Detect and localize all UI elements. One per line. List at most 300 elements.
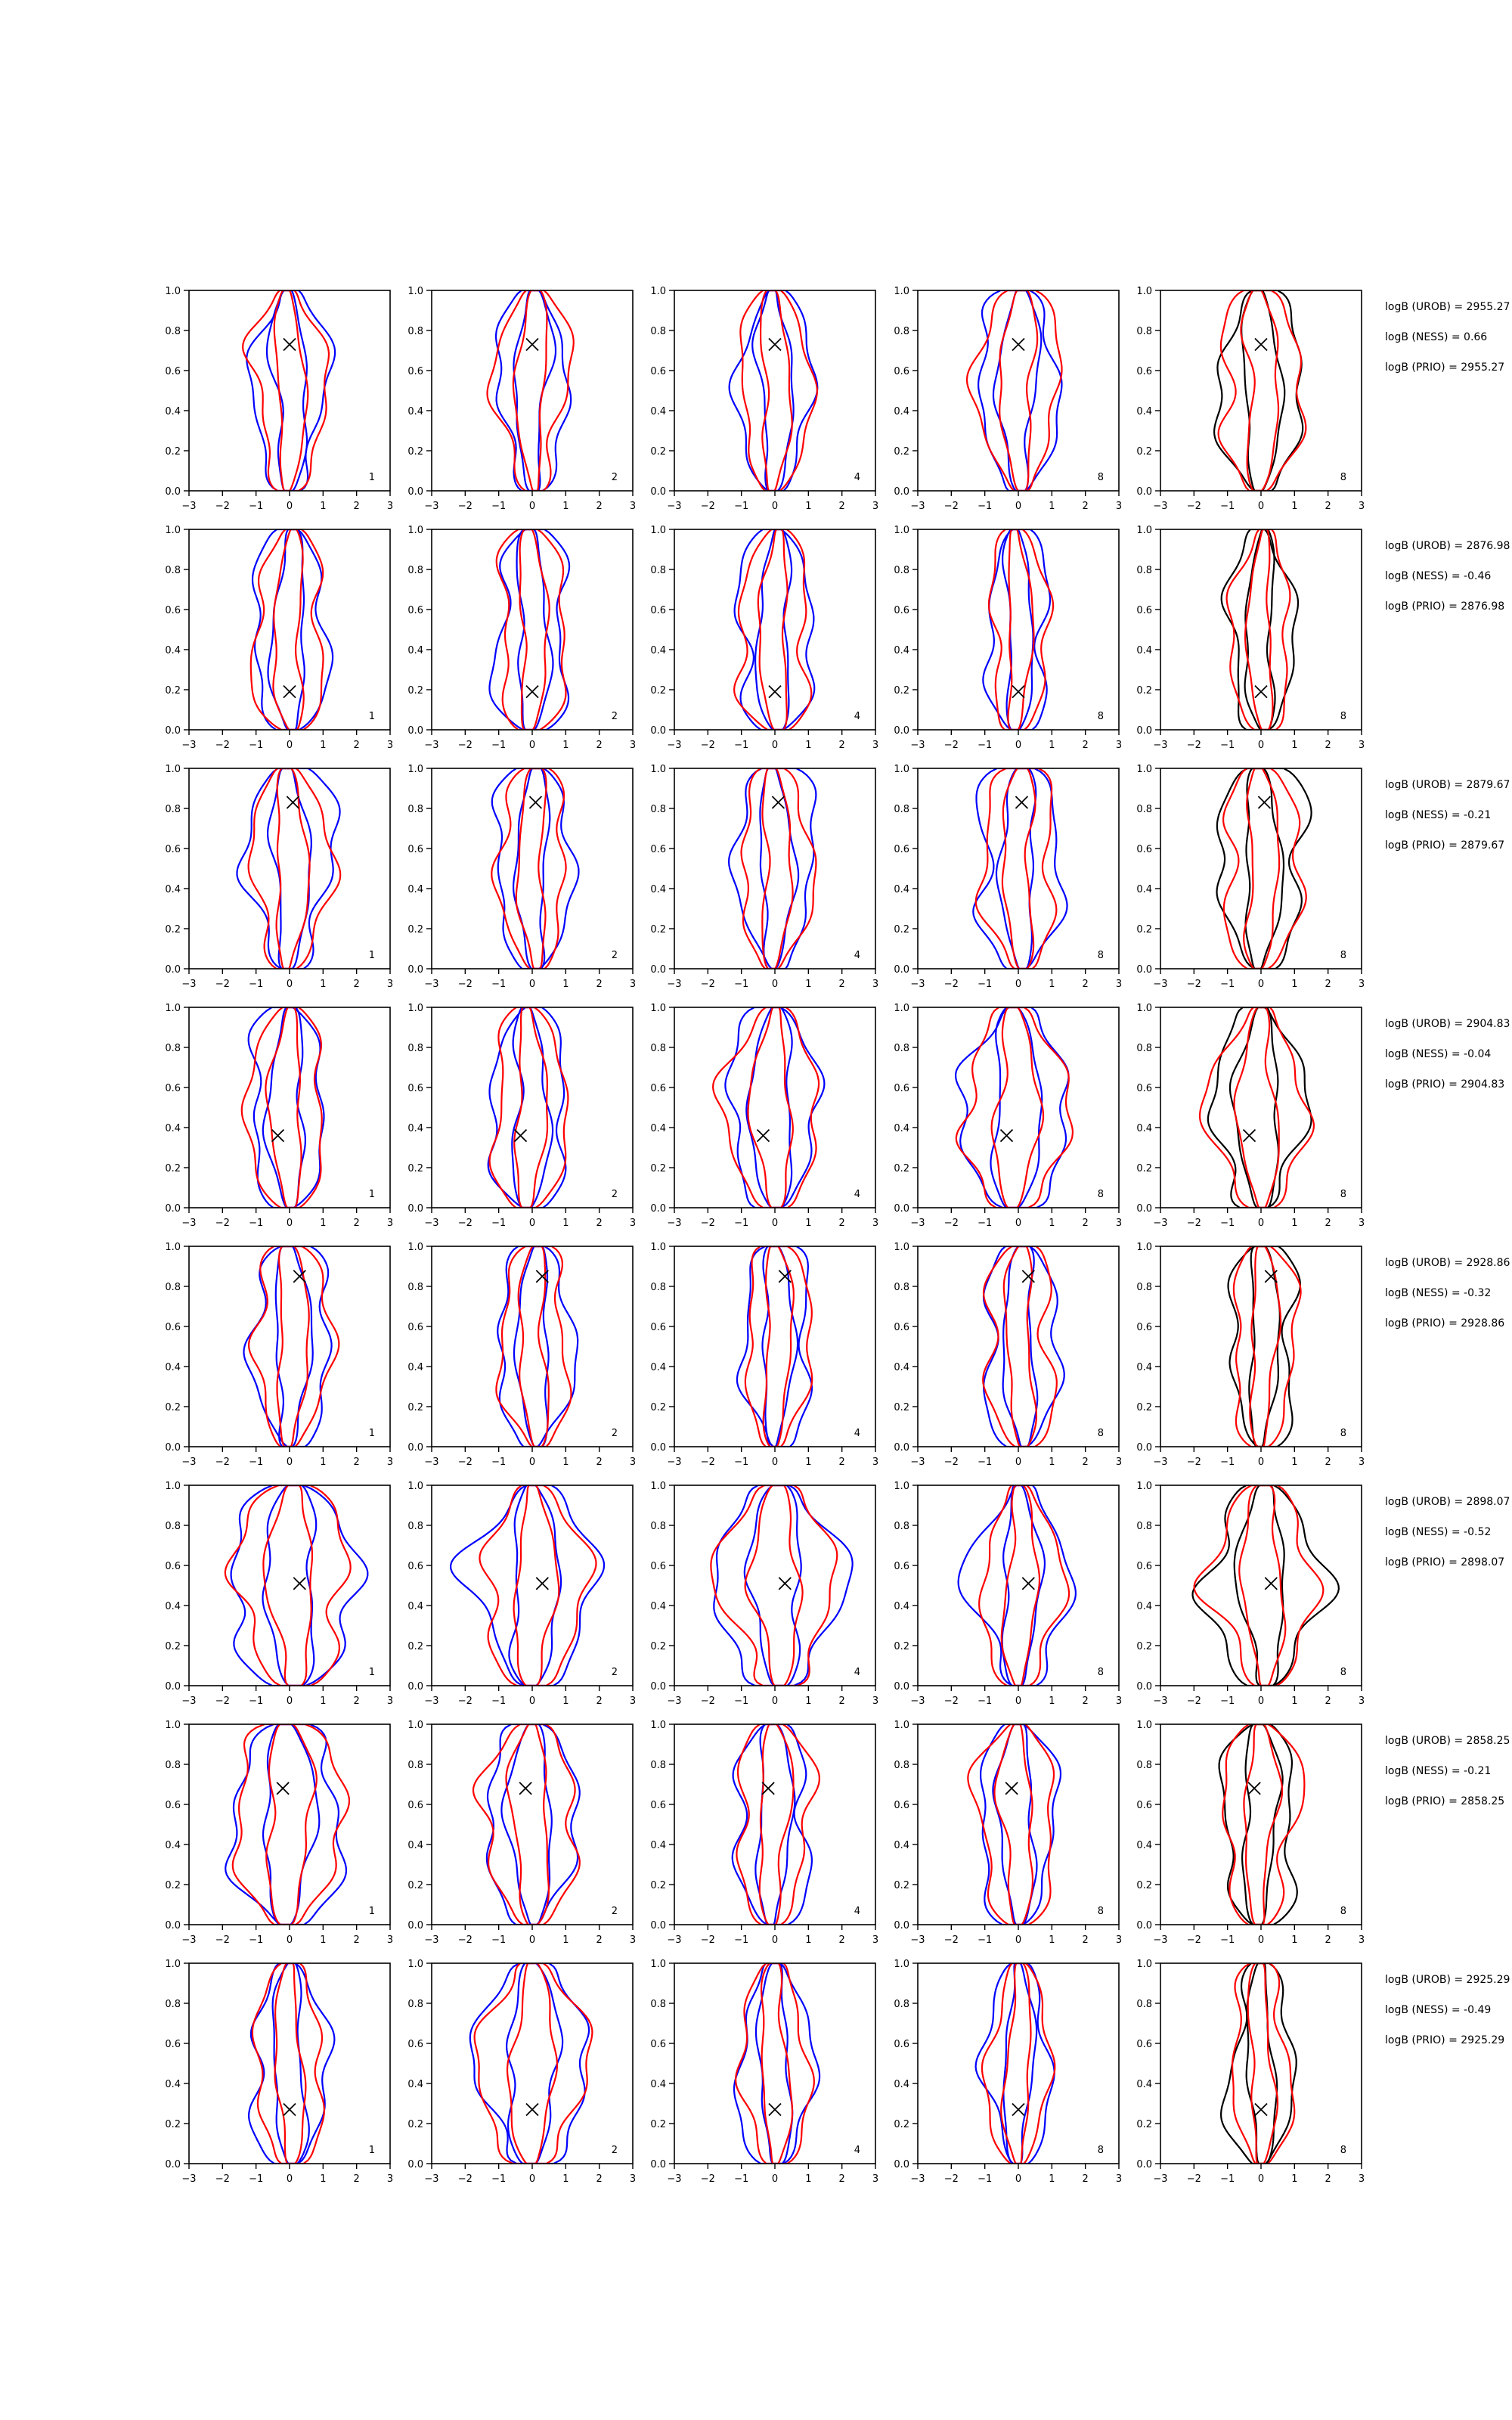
true-value-marker — [526, 686, 538, 698]
estimate-inner-contour — [507, 1724, 549, 1925]
y-tick-label: 0.6 — [165, 1561, 181, 1572]
estimate-outer-contour — [243, 290, 329, 491]
y-tick-label: 0.8 — [1136, 1999, 1152, 2010]
reference-outer-contour — [231, 1485, 368, 1686]
y-tick-label: 0.6 — [650, 605, 666, 616]
y-tick-label: 0.2 — [650, 1163, 666, 1174]
y-tick-label: 0.4 — [165, 1123, 181, 1134]
contours — [976, 1963, 1055, 2164]
y-tick-label: 0.0 — [1136, 964, 1152, 976]
estimate-inner-contour — [263, 1485, 312, 1686]
y-tick-label: 1.0 — [894, 1481, 909, 1492]
x-tick-label: −1 — [978, 1934, 993, 1946]
contours — [983, 529, 1053, 730]
contours — [967, 290, 1062, 491]
y-tick-label: 0.0 — [894, 1442, 909, 1454]
axes-frame — [674, 1485, 875, 1686]
x-tick-label: −3 — [181, 1218, 197, 1229]
y-tick-label: 1.0 — [407, 1481, 423, 1492]
x-tick-label: −1 — [1220, 501, 1235, 512]
x-tick-label: −1 — [491, 979, 507, 990]
estimate-outer-contour — [479, 1485, 596, 1686]
y-tick-label: 0.4 — [650, 1123, 666, 1134]
x-tick-label: −3 — [424, 1457, 439, 1468]
y-tick-label: 0.8 — [894, 565, 909, 576]
y-tick-label: 0.6 — [1136, 605, 1152, 616]
contours — [490, 529, 570, 730]
y-tick-label: 0.0 — [165, 1681, 181, 1692]
true-value-marker — [284, 686, 296, 698]
x-tick-label: 2 — [838, 2173, 845, 2185]
y-tick-label: 0.6 — [650, 1800, 666, 1811]
x-tick-label: 3 — [872, 740, 879, 751]
y-tick-label: 0.6 — [1136, 1083, 1152, 1094]
y-tick-label: 0.2 — [407, 1163, 423, 1174]
y-tick-label: 1.0 — [165, 1003, 181, 1014]
y-tick-label: 0.0 — [894, 1681, 909, 1692]
x-tick-label: −2 — [457, 1457, 472, 1468]
x-tick-label: 1 — [320, 979, 327, 990]
x-tick-label: 2 — [1082, 1696, 1089, 1707]
x-tick-label: 3 — [1115, 501, 1123, 512]
x-tick-label: 1 — [562, 740, 569, 751]
x-tick-label: −1 — [734, 979, 749, 990]
subplot-r1-c2 — [407, 286, 636, 512]
x-tick-label: −2 — [1186, 2173, 1201, 2185]
y-tick-label: 1.0 — [1136, 525, 1152, 536]
x-tick-label: 2 — [1082, 740, 1089, 751]
x-tick-label: −1 — [491, 1696, 507, 1707]
y-tick-label: 0.2 — [407, 2119, 423, 2130]
y-tick-label: 0.8 — [407, 1043, 423, 1054]
logb-annotation: logB (PRIO) = 2858.25 — [1385, 1795, 1505, 1807]
y-tick-label: 1.0 — [407, 1959, 423, 1970]
x-tick-label: 1 — [320, 1218, 327, 1229]
y-tick-label: 1.0 — [165, 1959, 181, 1970]
reference-inner-contour — [1003, 1963, 1036, 2164]
x-tick-label: 0 — [1257, 2173, 1265, 2185]
reference-outer-contour — [1208, 1007, 1312, 1208]
y-tick-label: 0.4 — [894, 406, 909, 417]
x-tick-label: 1 — [320, 2173, 327, 2185]
panel-label: 8 — [1340, 1189, 1346, 1200]
logb-annotation: logB (NESS) = -0.21 — [1385, 1765, 1492, 1777]
y-tick-label: 0.0 — [407, 1920, 423, 1931]
subplot-r1-c1 — [165, 286, 393, 512]
x-tick-label: −3 — [424, 979, 439, 990]
panel-label: 8 — [1340, 2145, 1346, 2156]
x-tick-label: −3 — [667, 1457, 682, 1468]
true-value-marker — [1243, 1130, 1255, 1142]
y-tick-label: 0.4 — [1136, 1840, 1152, 1851]
y-tick-label: 1.0 — [407, 1003, 423, 1014]
y-tick-label: 0.4 — [650, 1840, 666, 1851]
logb-annotation: logB (UROB) = 2858.25 — [1385, 1735, 1510, 1747]
x-tick-label: 2 — [596, 1934, 603, 1946]
y-tick-label: 0.8 — [165, 1043, 181, 1054]
reference-inner-contour — [263, 1485, 317, 1686]
x-tick-label: 3 — [629, 740, 637, 751]
x-tick-label: −1 — [1220, 2173, 1235, 2185]
contours — [1193, 1485, 1339, 1686]
x-tick-label: −2 — [943, 1457, 959, 1468]
y-tick-label: 0.4 — [1136, 1123, 1152, 1134]
y-tick-label: 0.4 — [407, 1840, 423, 1851]
axes-frame — [1160, 1963, 1362, 2164]
x-tick-label: 0 — [771, 1934, 779, 1946]
x-tick-label: −3 — [1153, 1934, 1168, 1946]
x-tick-label: −1 — [978, 2173, 993, 2185]
y-tick-label: 0.4 — [894, 1123, 909, 1134]
x-tick-label: 1 — [1291, 979, 1298, 990]
true-value-marker — [1012, 2103, 1024, 2115]
subplot-r4-c5 — [1136, 1003, 1365, 1229]
axes-frame — [918, 1246, 1119, 1447]
reference-inner-contour — [1246, 768, 1284, 969]
subplot-r5-c5 — [1136, 1242, 1365, 1468]
contours — [729, 768, 816, 969]
x-tick-label: 3 — [872, 1934, 879, 1946]
x-tick-label: −2 — [700, 740, 715, 751]
x-tick-label: 3 — [1358, 979, 1365, 990]
y-tick-label: 0.6 — [1136, 1561, 1152, 1572]
x-tick-label: −2 — [457, 1696, 472, 1707]
panel-label: 8 — [1097, 1906, 1104, 1917]
y-tick-label: 0.6 — [1136, 1800, 1152, 1811]
x-tick-label: 1 — [1049, 2173, 1055, 2185]
panel-label: 1 — [368, 711, 375, 722]
y-tick-label: 0.2 — [407, 1641, 423, 1652]
y-tick-label: 0.6 — [165, 844, 181, 855]
y-tick-label: 0.6 — [407, 2039, 423, 2050]
axes-frame — [918, 1724, 1119, 1925]
axes-frame — [674, 290, 875, 491]
x-tick-label: −3 — [667, 1696, 682, 1707]
y-tick-label: 0.4 — [650, 884, 666, 895]
x-tick-label: 3 — [1115, 1934, 1123, 1946]
y-tick-label: 0.0 — [407, 725, 423, 737]
y-tick-label: 0.8 — [407, 1999, 423, 2010]
subplot-r8-c5 — [1136, 1959, 1365, 2185]
y-tick-label: 0.6 — [407, 1083, 423, 1094]
x-tick-label: −1 — [491, 1457, 507, 1468]
axes-frame — [432, 1007, 633, 1208]
x-tick-label: 3 — [1115, 1696, 1123, 1707]
y-tick-label: 0.8 — [894, 804, 909, 815]
axes-frame — [189, 529, 390, 730]
x-tick-label: −3 — [667, 740, 682, 751]
y-tick-label: 0.0 — [650, 1203, 666, 1215]
y-tick-label: 0.8 — [894, 1760, 909, 1771]
y-tick-label: 0.4 — [165, 1601, 181, 1612]
y-tick-label: 0.4 — [1136, 645, 1152, 656]
x-tick-label: 3 — [386, 740, 394, 751]
x-tick-label: −2 — [457, 1934, 472, 1946]
y-tick-label: 0.4 — [894, 645, 909, 656]
y-tick-label: 0.2 — [650, 1880, 666, 1891]
panel-label: 8 — [1340, 1428, 1346, 1439]
x-tick-label: 2 — [596, 2173, 603, 2185]
x-tick-label: 3 — [872, 1457, 879, 1468]
y-tick-label: 0.8 — [650, 565, 666, 576]
axes-frame — [189, 1485, 390, 1686]
x-tick-label: 1 — [1291, 1934, 1298, 1946]
x-tick-label: −2 — [700, 2173, 715, 2185]
x-tick-label: −2 — [700, 1696, 715, 1707]
x-tick-label: 3 — [386, 501, 394, 512]
contours — [1221, 1963, 1297, 2164]
panel-label: 2 — [611, 711, 618, 722]
axes-frame — [918, 1007, 1119, 1208]
x-tick-label: 3 — [872, 1218, 879, 1229]
axes-frame — [918, 290, 1119, 491]
y-tick-label: 0.8 — [165, 1999, 181, 2010]
x-tick-label: −2 — [215, 2173, 230, 2185]
contours — [973, 768, 1067, 969]
x-tick-label: −2 — [943, 1696, 959, 1707]
axes-frame — [432, 529, 633, 730]
y-tick-label: 1.0 — [650, 1959, 666, 1970]
subplot-r7-c1 — [165, 1720, 393, 1946]
true-value-marker — [287, 796, 299, 808]
y-tick-label: 0.2 — [407, 1402, 423, 1413]
y-tick-label: 0.0 — [1136, 725, 1152, 737]
x-tick-label: 3 — [386, 1934, 394, 1946]
panel-label: 8 — [1340, 1667, 1346, 1678]
x-tick-label: 1 — [562, 1457, 569, 1468]
reference-outer-contour — [729, 768, 816, 969]
y-tick-label: 1.0 — [1136, 1481, 1152, 1492]
x-tick-label: −1 — [1220, 1934, 1235, 1946]
subplot-r3-c2 — [407, 764, 636, 990]
y-tick-label: 0.0 — [894, 486, 909, 498]
estimate-outer-contour — [1223, 768, 1306, 969]
estimate-outer-contour — [736, 1963, 814, 2164]
y-tick-label: 1.0 — [894, 286, 909, 297]
reference-outer-contour — [225, 1724, 346, 1925]
y-tick-label: 1.0 — [894, 764, 909, 775]
y-tick-label: 0.2 — [165, 1880, 181, 1891]
y-tick-label: 0.8 — [1136, 326, 1152, 337]
y-tick-label: 0.8 — [894, 1282, 909, 1293]
x-tick-label: 3 — [386, 979, 394, 990]
x-tick-label: 2 — [353, 740, 360, 751]
x-tick-label: −1 — [1220, 979, 1235, 990]
panel-label: 4 — [854, 711, 860, 722]
x-tick-label: 0 — [1257, 1934, 1265, 1946]
x-tick-label: 0 — [1015, 1934, 1022, 1946]
y-tick-label: 0.0 — [165, 964, 181, 976]
contours — [488, 1007, 569, 1208]
reference-outer-contour — [733, 1724, 812, 1925]
x-tick-label: 1 — [562, 1934, 569, 1946]
y-tick-label: 0.6 — [1136, 1322, 1152, 1333]
x-tick-label: −3 — [667, 979, 682, 990]
logb-annotation: logB (PRIO) = 2904.83 — [1385, 1078, 1505, 1091]
true-value-marker — [772, 796, 784, 808]
panel-label: 2 — [611, 472, 618, 483]
contours — [968, 1724, 1061, 1925]
y-tick-label: 0.2 — [1136, 685, 1152, 697]
x-tick-label: −3 — [910, 1218, 925, 1229]
y-tick-label: 0.0 — [1136, 1920, 1152, 1931]
x-tick-label: 2 — [1082, 501, 1089, 512]
x-tick-label: 1 — [1049, 501, 1055, 512]
y-tick-label: 0.4 — [1136, 1601, 1152, 1612]
reference-inner-contour — [514, 1246, 549, 1447]
panel-label: 2 — [611, 1428, 618, 1439]
y-tick-label: 0.0 — [1136, 1442, 1152, 1454]
y-tick-label: 0.0 — [650, 964, 666, 976]
x-tick-label: −1 — [734, 501, 749, 512]
y-tick-label: 0.8 — [165, 1521, 181, 1532]
true-value-marker — [779, 1578, 791, 1590]
x-tick-label: 2 — [353, 1218, 360, 1229]
y-tick-label: 0.0 — [165, 1442, 181, 1454]
y-tick-label: 0.4 — [1136, 884, 1152, 895]
y-tick-label: 0.4 — [407, 1601, 423, 1612]
x-tick-label: −3 — [910, 1696, 925, 1707]
x-tick-label: −1 — [249, 1934, 264, 1946]
x-tick-label: 1 — [805, 740, 812, 751]
x-tick-label: −2 — [1186, 501, 1201, 512]
y-tick-label: 0.8 — [1136, 1282, 1152, 1293]
y-tick-label: 0.2 — [894, 446, 909, 458]
x-tick-label: 1 — [805, 1218, 812, 1229]
x-tick-label: 1 — [805, 1934, 812, 1946]
x-tick-label: −3 — [667, 501, 682, 512]
y-tick-label: 0.0 — [650, 1681, 666, 1692]
estimate-outer-contour — [1227, 529, 1290, 730]
x-tick-label: −1 — [249, 1696, 264, 1707]
y-tick-label: 0.4 — [650, 1601, 666, 1612]
x-tick-label: 3 — [629, 1457, 637, 1468]
axes-frame — [1160, 1007, 1362, 1208]
y-tick-label: 0.0 — [165, 725, 181, 737]
y-tick-label: 0.6 — [894, 605, 909, 616]
y-tick-label: 0.4 — [894, 1362, 909, 1373]
x-tick-label: 1 — [1049, 1696, 1055, 1707]
estimate-outer-contour — [1200, 1007, 1314, 1208]
x-tick-label: −3 — [181, 1457, 197, 1468]
x-tick-label: 0 — [1015, 1218, 1022, 1229]
estimate-outer-contour — [742, 768, 816, 969]
x-tick-label: 1 — [1049, 979, 1055, 990]
estimate-outer-contour — [734, 529, 811, 730]
x-tick-label: −1 — [249, 501, 264, 512]
y-tick-label: 0.2 — [894, 2119, 909, 2130]
contours — [225, 1485, 368, 1686]
estimate-outer-contour — [249, 768, 341, 969]
y-tick-label: 0.0 — [894, 1920, 909, 1931]
x-tick-label: 0 — [1015, 740, 1022, 751]
y-tick-label: 0.6 — [650, 844, 666, 855]
y-tick-label: 0.2 — [1136, 924, 1152, 935]
x-tick-label: 3 — [1115, 2173, 1123, 2185]
y-tick-label: 0.6 — [407, 1561, 423, 1572]
subplot-r8-c1 — [165, 1959, 393, 2185]
reference-outer-contour — [737, 1246, 812, 1447]
reference-outer-contour — [734, 1963, 820, 2164]
x-tick-label: −3 — [910, 2173, 925, 2185]
y-tick-label: 1.0 — [650, 1003, 666, 1014]
x-tick-label: −3 — [910, 740, 925, 751]
subplot-r2-c1 — [165, 525, 393, 751]
reference-inner-contour — [267, 290, 307, 491]
x-tick-label: 0 — [771, 1218, 779, 1229]
reference-inner-contour — [1242, 1724, 1283, 1925]
panel-label: 4 — [854, 1428, 860, 1439]
x-tick-label: 0 — [528, 1218, 536, 1229]
reference-inner-contour — [1241, 290, 1284, 491]
x-tick-label: 1 — [1049, 740, 1055, 751]
y-tick-label: 0.4 — [894, 2079, 909, 2090]
x-tick-label: 2 — [1082, 2173, 1089, 2185]
x-tick-label: 1 — [1049, 1934, 1055, 1946]
reference-outer-contour — [1217, 768, 1312, 969]
x-tick-label: 2 — [838, 1934, 845, 1946]
true-value-marker — [769, 686, 781, 698]
true-value-marker — [284, 339, 296, 351]
reference-inner-contour — [1002, 529, 1033, 730]
x-tick-label: −3 — [181, 1934, 197, 1946]
x-tick-label: 2 — [596, 979, 603, 990]
x-tick-label: 0 — [286, 1696, 293, 1707]
y-tick-label: 0.2 — [650, 2119, 666, 2130]
subplot-r5-c4 — [894, 1242, 1122, 1468]
true-value-marker — [1265, 1578, 1277, 1590]
true-value-marker — [519, 1782, 531, 1795]
subplot-r1-c3 — [650, 286, 878, 512]
axes-frame — [1160, 1485, 1362, 1686]
x-tick-label: 2 — [838, 1218, 845, 1229]
reference-outer-contour — [1214, 290, 1303, 491]
x-tick-label: −3 — [667, 2173, 682, 2185]
contours — [451, 1485, 604, 1686]
y-tick-label: 0.8 — [650, 1043, 666, 1054]
y-tick-label: 0.6 — [650, 1322, 666, 1333]
true-value-marker — [536, 1578, 548, 1590]
x-tick-label: 2 — [353, 1934, 360, 1946]
x-tick-label: 2 — [838, 1696, 845, 1707]
x-tick-label: −1 — [1220, 740, 1235, 751]
reference-inner-contour — [1230, 1007, 1278, 1208]
y-tick-label: 0.2 — [894, 1163, 909, 1174]
panel-label: 2 — [611, 1906, 618, 1917]
logb-annotation: logB (NESS) = -0.52 — [1385, 1526, 1492, 1538]
x-tick-label: −2 — [457, 501, 472, 512]
y-tick-label: 1.0 — [894, 525, 909, 536]
logb-annotation: logB (PRIO) = 2898.07 — [1385, 1556, 1505, 1568]
y-tick-label: 1.0 — [650, 1720, 666, 1731]
axes-frame — [674, 529, 875, 730]
x-tick-label: 0 — [771, 1696, 779, 1707]
y-tick-label: 0.0 — [407, 2159, 423, 2170]
x-tick-label: −2 — [457, 1218, 472, 1229]
x-tick-label: 1 — [320, 1934, 327, 1946]
x-tick-label: −3 — [181, 501, 197, 512]
y-tick-label: 1.0 — [650, 1481, 666, 1492]
x-tick-label: 3 — [1115, 1218, 1123, 1229]
axes-frame — [674, 1246, 875, 1447]
contours — [225, 1724, 349, 1925]
x-tick-label: 1 — [1291, 1457, 1298, 1468]
x-tick-label: −3 — [910, 979, 925, 990]
y-tick-label: 0.8 — [894, 1043, 909, 1054]
reference-outer-contour — [470, 1963, 589, 2164]
subplot-r6-c2 — [407, 1481, 636, 1707]
y-tick-label: 0.8 — [1136, 1760, 1152, 1771]
